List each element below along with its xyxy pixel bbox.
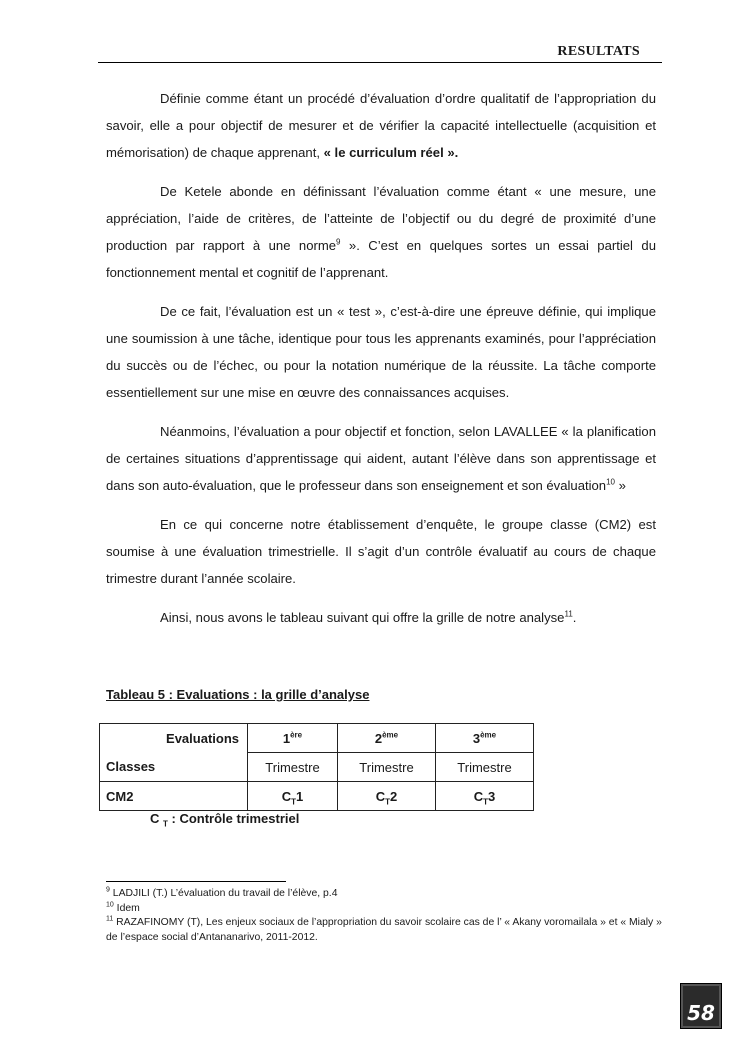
footnote-10: $^{10}$ Idem [106,901,140,914]
cell-ct2: $C_T2$ [338,782,436,811]
footnote-ref-11: 11 [564,609,573,619]
paragraph-2: De Ketele abonde en définissant l’évaluation comme étant « une mesure, une appréciation, l’aide de critères, de l’atteinte de l’objectif ou du degré de proximité d’une production par rapport à une norme$^9$ ». C’est en quelques sortes un essai partiel du fonctionnement mental et cognitif de l’apprenant. [106,184,656,280]
page-number: 58 [687,1001,715,1025]
table-caption: Tableau 5 : Evaluations : la grille d’analyse [106,687,370,702]
row-label-cm2: CM2 [100,782,248,811]
body-text [106,85,656,631]
table-legend: C $_T$ : Contrôle trimestriel [150,811,300,829]
paragraph-1: Définie comme étant un procédé d’évaluation d’ordre qualitatif de l’appropriation du savoir, elle a pour objectif de mesurer et de vérifier la capacité intellectuelle (acquisition et mémorisation) de chaque apprenant, « le curriculum réel ». [106,91,656,160]
paragraph-3: De ce fait, l’évaluation est un « test », c’est-à-dire une épreuve définie, qui implique une soumission à une tâche, identique pour tous les apprenants examinés, pour l’appréciation du succès ou de l’échec, ou pour la notation numérique de la réussite. La tâche comporte essentiellement sur une mise en œuvre des connaissances acquises. [106,304,656,400]
col-subheader-1: Trimestre [248,753,338,782]
footnote-11: $^{11}$ RAZAFINOMY (T), Les enjeux sociaux de l’appropriation du savoir scolaire cas de l’ « Akany voromailala » et « Mialy » de l’espace social d’Antananarivo, 2011-2012. [106,915,662,943]
cell-ct1: $C_T1$ [248,782,338,811]
col-subheader-3: Trimestre [436,753,534,782]
footnotes [106,887,662,945]
header-classes: Classes [100,753,248,782]
table-row [100,753,534,782]
col-subheader-2: Trimestre [338,753,436,782]
header-divider [98,62,662,63]
col-header-1: 1ère [248,724,338,753]
col-header-3: 3ème [436,724,534,753]
footnote-ref-9: 9 [336,237,341,247]
footnote-divider [106,881,286,882]
curriculum-term: « le curriculum réel ». [323,145,459,160]
paragraph-6: Ainsi, nous avons le tableau suivant qui offre la grille de notre analyse$^{11}$. [160,609,577,625]
evaluation-grid-table [99,723,534,811]
table-row [100,724,534,753]
page-header-title: RESULTATS [557,44,640,59]
paragraph-5: En ce qui concerne notre établissement d’enquête, le groupe classe (CM2) est soumise à une évaluation trimestrielle. Il s’agit d’un contrôle évaluatif au cours de chaque trimestre durant l’année scolaire. [106,517,656,586]
footnote-ref-10: 10 [606,477,615,487]
page-number-badge [680,983,722,1029]
cell-ct3: $C_T3$ [436,782,534,811]
header-evaluations: Evaluations [100,724,248,753]
col-header-2: 2ème [338,724,436,753]
paragraph-4: Néanmoins, l’évaluation a pour objectif et fonction, selon LAVALLEE « la planification de certaines situations d’apprentissage qui aident, autant l’élève dans son apprentissage et dans son auto-évaluation, que le professeur dans son enseignement et son évaluation$^{10}$ » [106,424,656,493]
footnote-9: $^9$ LADJILI (T.) L’évaluation du travail de l’élève, p.4 [106,886,338,899]
table-row [100,782,534,811]
